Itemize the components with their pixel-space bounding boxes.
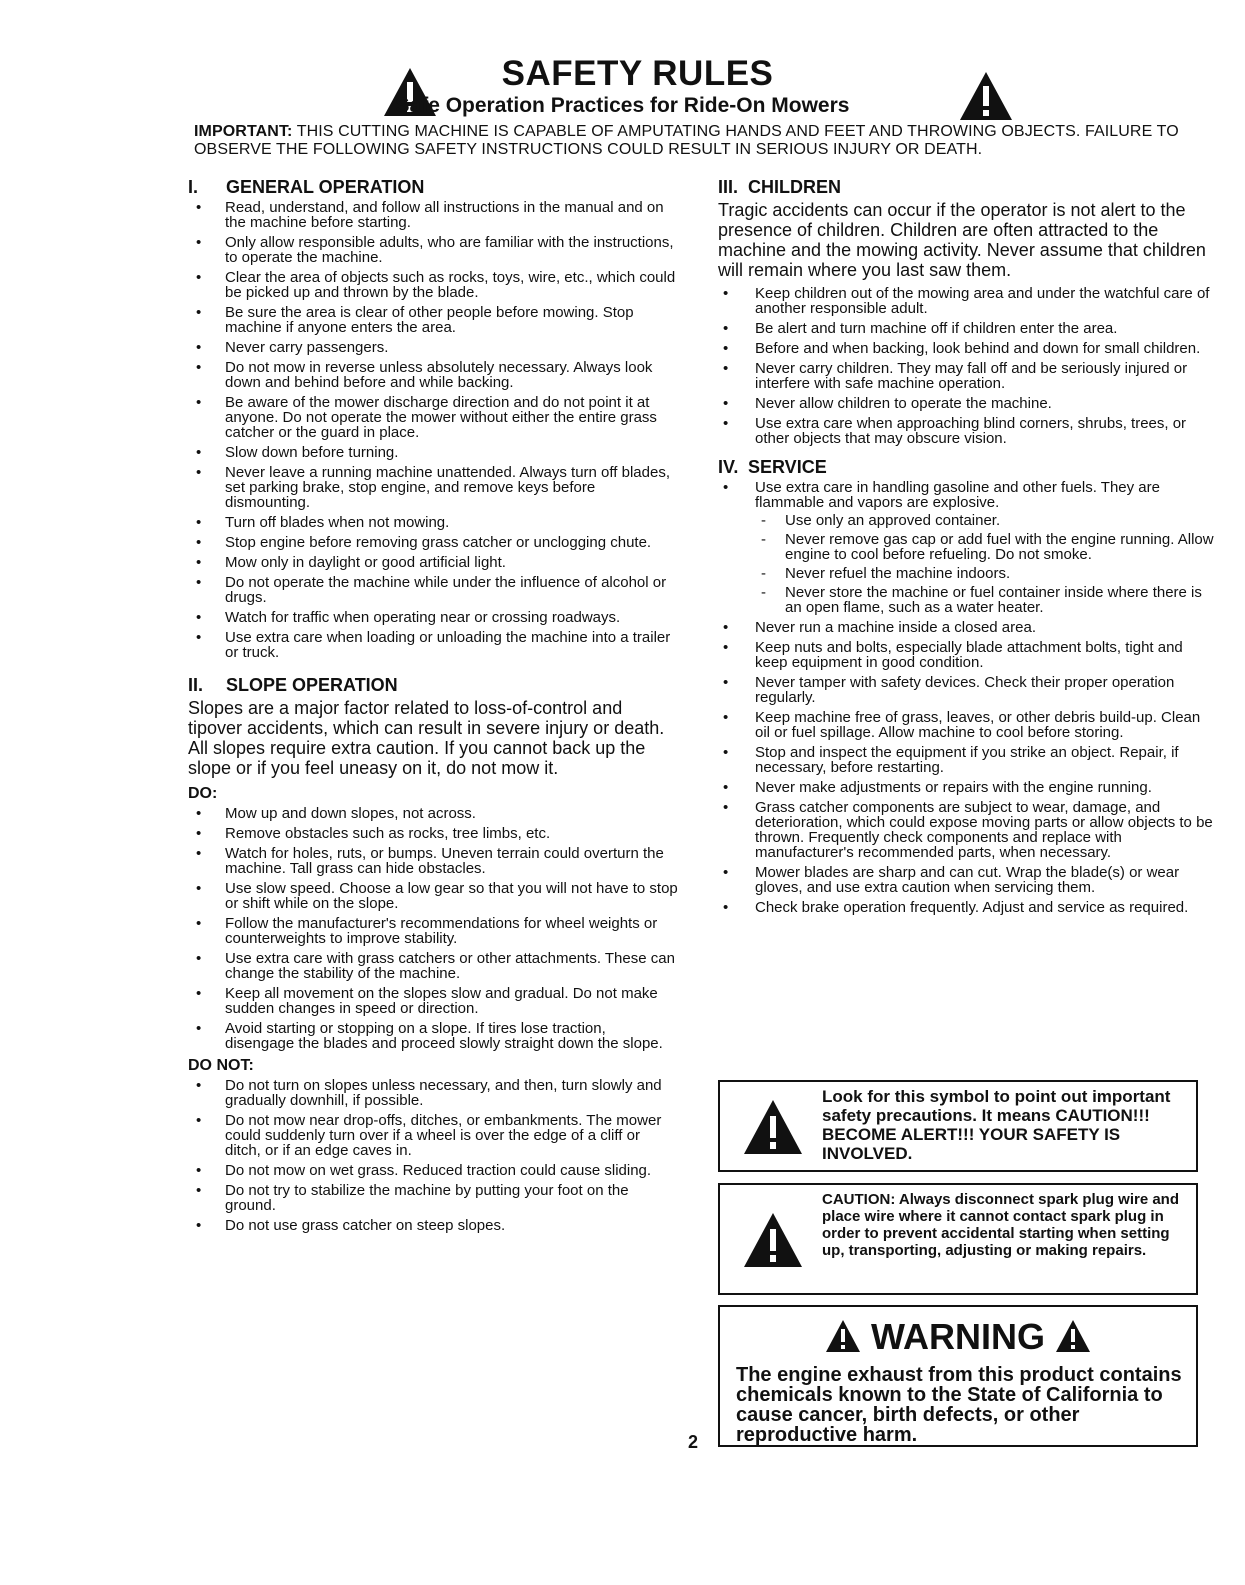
- warning-title: WARNING: [871, 1316, 1045, 1357]
- section-number: II.: [188, 675, 204, 695]
- page-subtitle: Safe Operation Practices for Ride-On Mowers: [395, 94, 850, 117]
- list-item: • Avoid starting or stopping on a slope. If tires lose traction, disengage the blades and proceed slowly straight down the slope.: [188, 1021, 678, 1051]
- list-item: • Be alert and turn machine off if children enter the area.: [718, 321, 1218, 336]
- list-item: • Keep children out of the mowing area and under the watchful care of another responsible adult.: [718, 286, 1218, 316]
- list-item: • Turn off blades when not mowing.: [188, 515, 678, 530]
- list-item: • Never make adjustments or repairs with the engine running.: [718, 780, 1218, 795]
- section-number: I.: [188, 177, 199, 197]
- list-item: • Be aware of the mower discharge direction and do not point it at anyone. Do not operate the mower without either the entire grass catcher or the guard in place.: [188, 395, 678, 440]
- list-item: • Clear the area of objects such as rocks, toys, wire, etc., which could be picked up and thrown by the blade.: [188, 270, 678, 300]
- caution-box: [718, 1183, 1198, 1295]
- warning-triangle-icon: [742, 1098, 804, 1156]
- page-number: 2: [688, 1432, 699, 1452]
- list-item: • Read, understand, and follow all instructions in the manual and on the machine before starting.: [188, 200, 678, 230]
- right-column: [718, 176, 1218, 920]
- do-list: [188, 806, 678, 1051]
- list-item: • Follow the manufacturer's recommendations for wheel weights or counterweights to improve stability.: [188, 916, 678, 946]
- section-heading-children: [718, 176, 1218, 198]
- caution-text: CAUTION: Always disconnect spark plug wire and place wire where it cannot contact spark plug in order to prevent accidental starting when setting up, transporting, adjusting or making repairs.: [822, 1191, 1180, 1259]
- important-label: IMPORTANT:: [194, 123, 293, 140]
- donot-label: DO NOT:: [188, 1057, 254, 1074]
- list-item: • Grass catcher components are subject to wear, damage, and deterioration, which could expose moving parts or allow objects to be thrown. Frequently check components and replace with manufacturer's recommended parts, when necessary.: [718, 800, 1218, 860]
- list-item: • Never carry passengers.: [188, 340, 678, 355]
- list-item: • Before and when backing, look behind and down for small children.: [718, 341, 1218, 356]
- list-item: • Mow up and down slopes, not across.: [188, 806, 678, 821]
- section-title: SLOPE OPERATION: [226, 675, 398, 695]
- warning-triangle-icon: [958, 70, 1014, 122]
- section-number: IV.: [718, 457, 739, 477]
- list-item: • Use extra care with grass catchers or other attachments. These can change the stability of the machine.: [188, 951, 678, 981]
- list-item: • Slow down before turning.: [188, 445, 678, 460]
- section-title: GENERAL OPERATION: [226, 177, 425, 197]
- list-item: • Never run a machine inside a closed area.: [718, 620, 1218, 635]
- list-item: • Check brake operation frequently. Adjust and service as required.: [718, 900, 1218, 915]
- sub-list-item: - Never store the machine or fuel container inside where there is an open flame, such as a water heater.: [755, 585, 1218, 615]
- list-item: • Do not use grass catcher on steep slopes.: [188, 1218, 678, 1233]
- safety-symbol-text: Look for this symbol to point out important safety precautions. It means CAUTION!!! BECOME ALERT!!! YOUR SAFETY IS INVOLVED.: [822, 1087, 1171, 1163]
- list-item: • Do not turn on slopes unless necessary, and then, turn slowly and gradually downhill, if possible.: [188, 1078, 678, 1108]
- warning-title-row: [720, 1315, 1196, 1363]
- list-item: • Do not mow on wet grass. Reduced traction could cause sliding.: [188, 1163, 678, 1178]
- general-list: [188, 200, 678, 660]
- list-item: • Never allow children to operate the machine.: [718, 396, 1218, 411]
- list-item: [718, 480, 1218, 615]
- list-item: • Keep all movement on the slopes slow and gradual. Do not make sudden changes in speed or direction.: [188, 986, 678, 1016]
- list-item: • Use slow speed. Choose a low gear so that you will not have to stop or shift while on the slope.: [188, 881, 678, 911]
- list-item: • Be sure the area is clear of other people before mowing. Stop machine if anyone enters the area.: [188, 305, 678, 335]
- section-heading-general: [188, 176, 678, 198]
- do-label: DO:: [188, 785, 218, 802]
- list-item: • Do not mow in reverse unless absolutely necessary. Always look down and behind before and while backing.: [188, 360, 678, 390]
- list-item: • Remove obstacles such as rocks, tree limbs, etc.: [188, 826, 678, 841]
- important-text: THIS CUTTING MACHINE IS CAPABLE OF AMPUTATING HANDS AND FEET AND THROWING OBJECTS. FAILURE TO OBSERVE THE FOLLOWING SAFETY INSTRUCTIONS COULD RESULT IN SERIOUS INJURY OR DEATH.: [194, 123, 1179, 158]
- children-intro: Tragic accidents can occur if the operator is not alert to the presence of children. Children are often attracted to the machine and the mowing activity. Never assume that children will remain where you last saw them.: [718, 200, 1206, 280]
- section-number: III.: [718, 177, 739, 197]
- left-column: [188, 176, 678, 1238]
- service-list: [718, 480, 1218, 915]
- list-item: • Do not try to stabilize the machine by putting your foot on the ground.: [188, 1183, 678, 1213]
- list-item: • Keep nuts and bolts, especially blade attachment bolts, tight and keep equipment in good condition.: [718, 640, 1218, 670]
- list-item: • Use extra care when loading or unloading the machine into a trailer or truck.: [188, 630, 678, 660]
- slope-intro: Slopes are a major factor related to loss-of-control and tipover accidents, which can result in severe injury or death. All slopes require extra caution. If you cannot back up the slope or if you feel uneasy on it, do not mow it.: [188, 698, 665, 778]
- list-item: • Mow only in daylight or good artificial light.: [188, 555, 678, 570]
- page-title: SAFETY RULES: [501, 54, 774, 93]
- list-item: • Never tamper with safety devices. Check their proper operation regularly.: [718, 675, 1218, 705]
- section-title: CHILDREN: [748, 177, 841, 197]
- list-item: • Only allow responsible adults, who are familiar with the instructions, to operate the machine.: [188, 235, 678, 265]
- list-item: • Watch for holes, ruts, or bumps. Uneven terrain could overturn the machine. Tall grass can hide obstacles.: [188, 846, 678, 876]
- list-item: • Stop engine before removing grass catcher or unclogging chute.: [188, 535, 678, 550]
- safety-symbol-box: [718, 1080, 1198, 1172]
- sub-list-item: - Never refuel the machine indoors.: [755, 566, 1218, 581]
- list-item: • Never leave a running machine unattended. Always turn off blades, set parking brake, stop engine, and remove keys before dismounting.: [188, 465, 678, 510]
- list-item: • Use extra care when approaching blind corners, shrubs, trees, or other objects that may obscure vision.: [718, 416, 1218, 446]
- list-item: • Mower blades are sharp and can cut. Wrap the blade(s) or wear gloves, and use extra caution when servicing them.: [718, 865, 1218, 895]
- section-heading-slope: [188, 674, 678, 696]
- warning-text: The engine exhaust from this product contains chemicals known to the State of California to cause cancer, birth defects, or other reproductive harm.: [736, 1364, 1182, 1446]
- fuel-sublist: [755, 513, 1218, 615]
- section-heading-service: [718, 456, 1218, 478]
- fuel-item-text: Use extra care in handling gasoline and other fuels. They are flammable and vapors are explosive.: [755, 479, 1160, 511]
- sub-list-item: - Never remove gas cap or add fuel with the engine running. Allow engine to cool before refueling. Do not smoke.: [755, 532, 1218, 562]
- list-item: • Do not operate the machine while under the influence of alcohol or drugs.: [188, 575, 678, 605]
- donot-list: [188, 1078, 678, 1233]
- warning-triangle-icon: [1055, 1319, 1091, 1363]
- list-item: • Keep machine free of grass, leaves, or other debris build-up. Clean oil or fuel spillage. Allow machine to cool before storing.: [718, 710, 1218, 740]
- list-item: • Do not mow near drop-offs, ditches, or embankments. The mower could suddenly turn over if a wheel is over the edge of a cliff or ditch, or if an edge caves in.: [188, 1113, 678, 1158]
- list-item: • Watch for traffic when operating near or crossing roadways.: [188, 610, 678, 625]
- list-item: • Never carry children. They may fall off and be seriously injured or interfere with safe machine operation.: [718, 361, 1218, 391]
- children-list: [718, 286, 1218, 446]
- section-title: SERVICE: [748, 457, 827, 477]
- sub-list-item: - Use only an approved container.: [755, 513, 1218, 528]
- warning-box: [718, 1305, 1198, 1447]
- important-notice: [194, 123, 1214, 159]
- page-header: [0, 54, 1245, 124]
- list-item: • Stop and inspect the equipment if you strike an object. Repair, if necessary, before restarting.: [718, 745, 1218, 775]
- warning-triangle-icon: [825, 1319, 861, 1363]
- warning-triangle-icon: [742, 1211, 804, 1269]
